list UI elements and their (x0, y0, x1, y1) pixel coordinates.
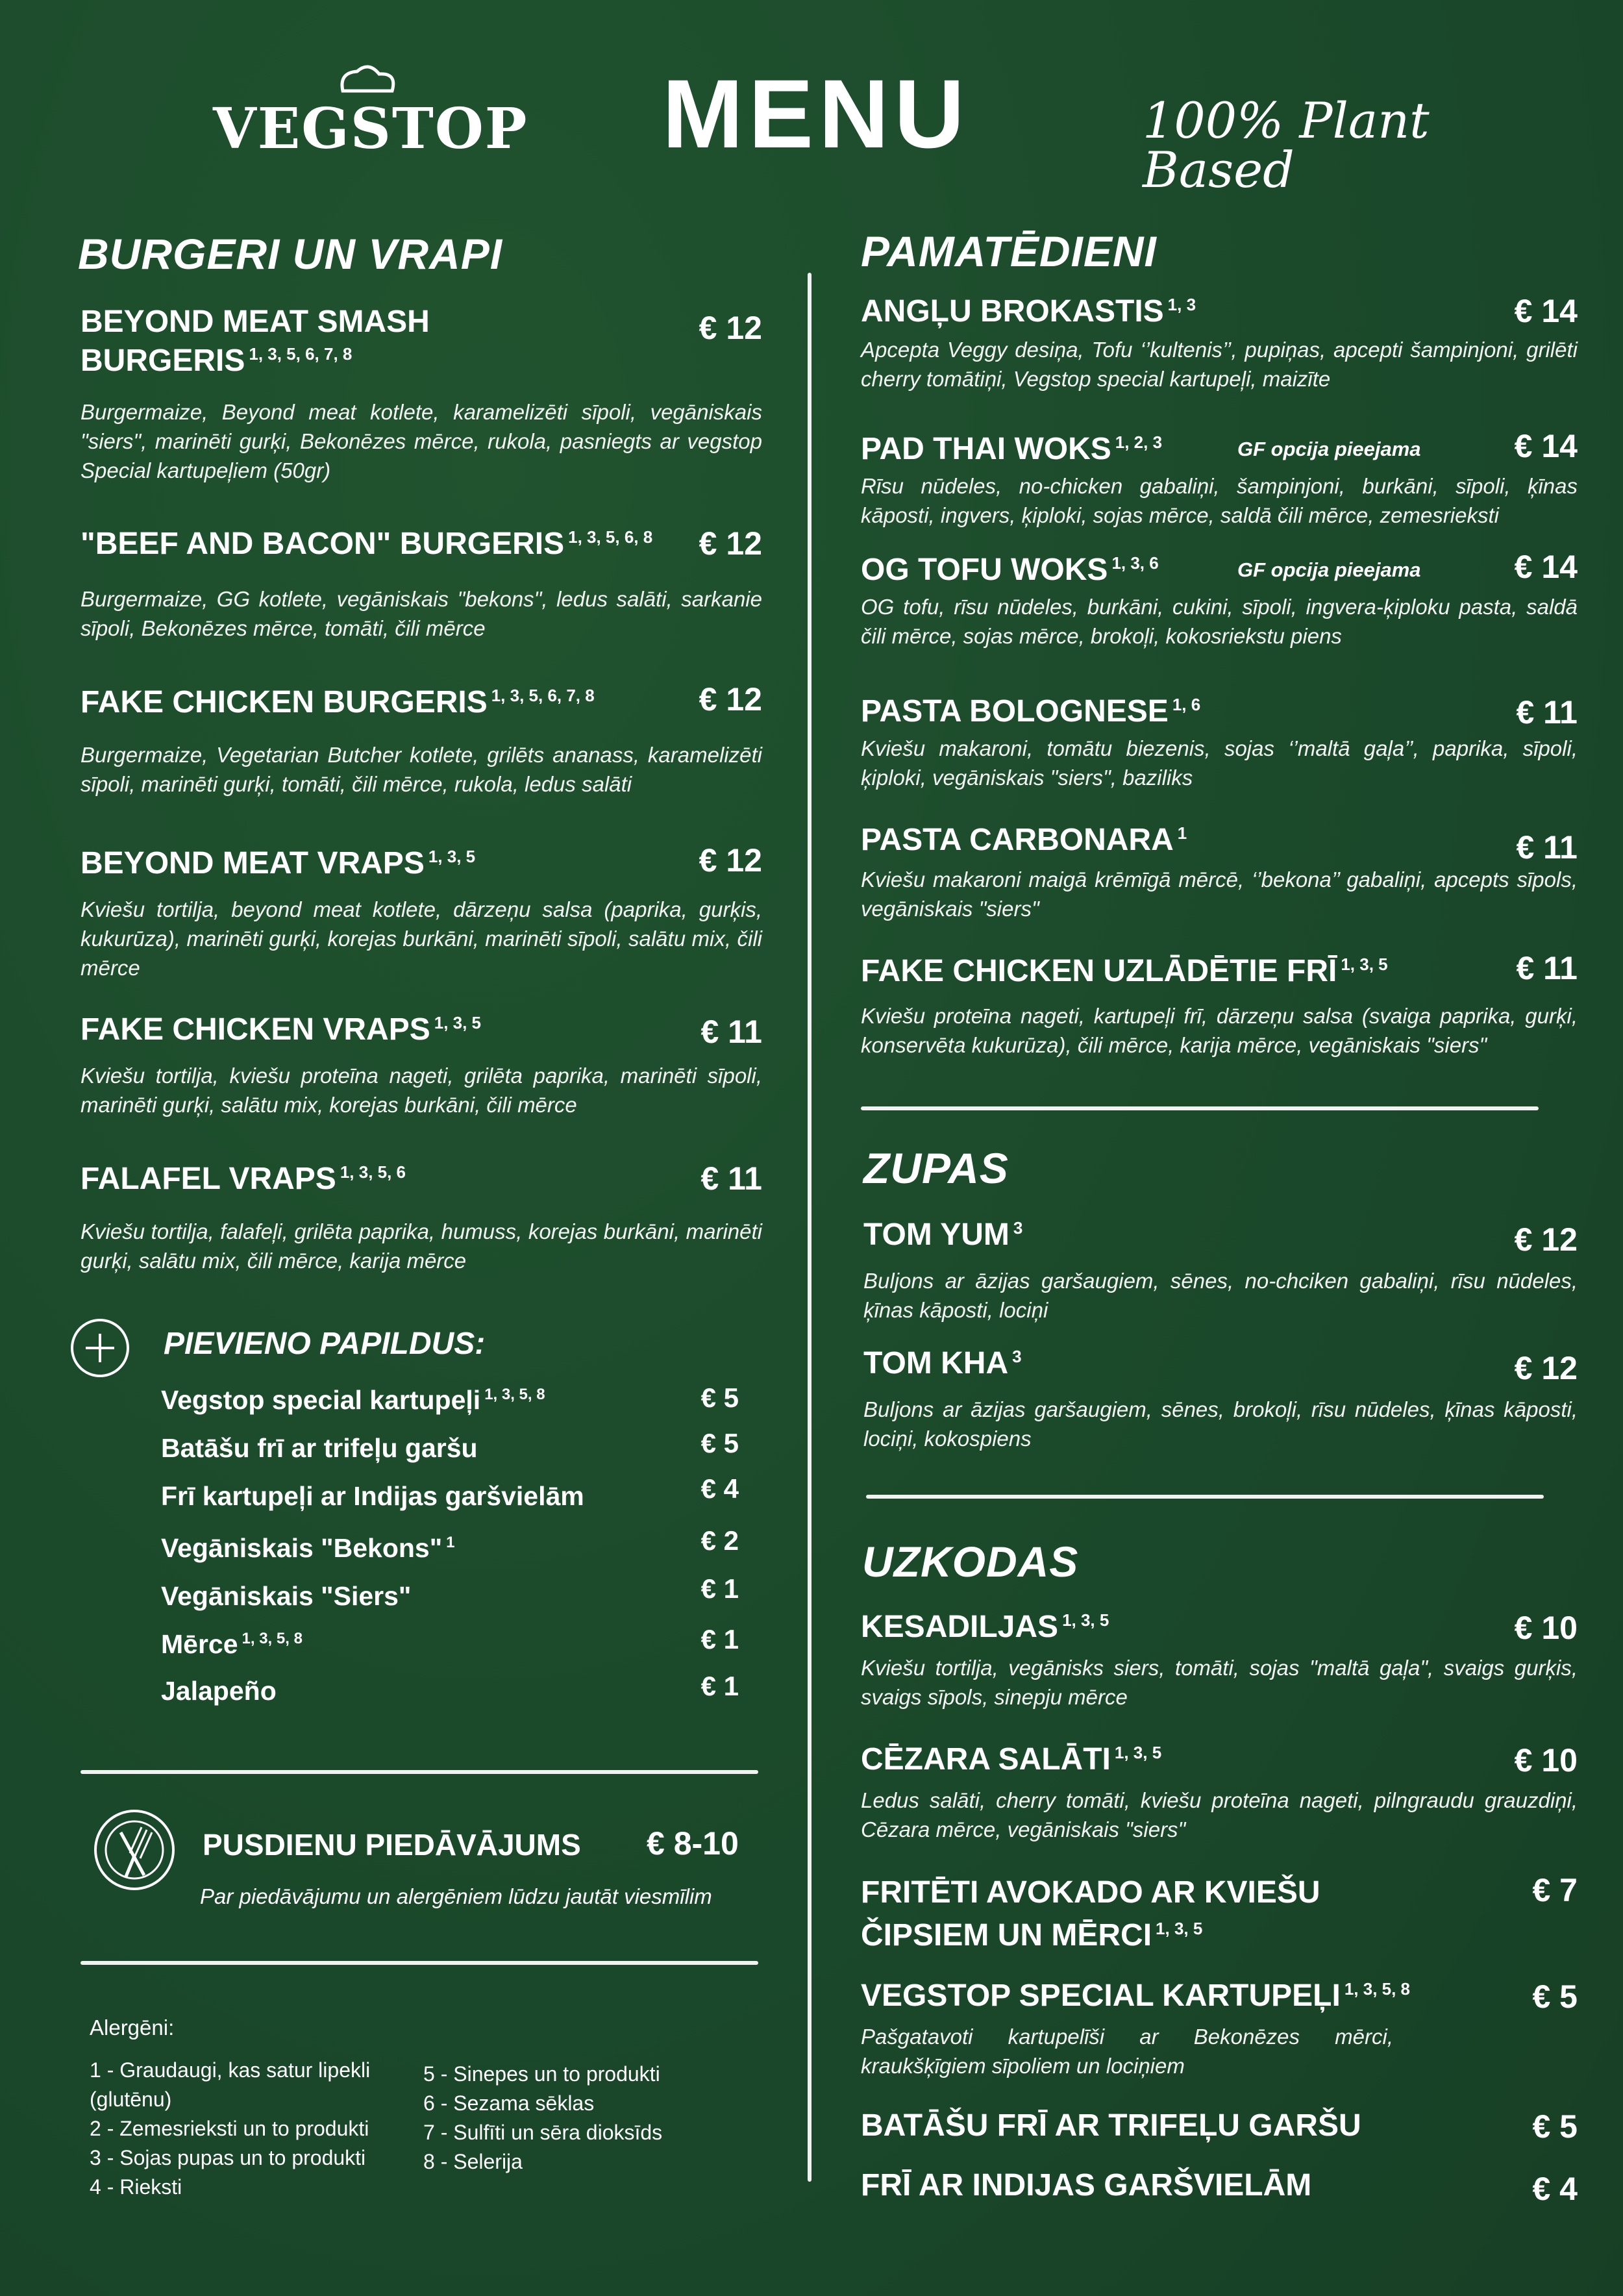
addon-item (161, 1671, 739, 1717)
item-name: FAKE CHICKEN VRAPS $^{1, 3, 5}$ (81, 1012, 482, 1047)
item-price: € 5 (1532, 2108, 1578, 2145)
menu-item (861, 1740, 1578, 1844)
addons-list (161, 1382, 739, 1717)
menu-item (863, 1344, 1578, 1453)
menu-item (861, 430, 1578, 530)
allergens-title: Alergēni: (90, 2015, 175, 2040)
item-name: KESADILJAS $^{1, 3, 5}$ (861, 1610, 1109, 1644)
addon-name: Jalapeño (161, 1676, 277, 1706)
allergen-entry: 8 - Selerija (423, 2150, 523, 2173)
item-name: VEGSTOP SPECIAL KARTUPEĻI $^{1, 3, 5, 8}$ (861, 1978, 1411, 2013)
item-description: Kviešu tortilja, vegānisks siers, tomāti, sojas "maltā gaļa", svaigs gurķis, svaigs sīpols, sinepju mērce (861, 1656, 1578, 1709)
menu-item (861, 821, 1578, 923)
item-price: € 5 (1532, 1978, 1578, 2015)
allergen-entry: 4 - Rieksti (90, 2175, 182, 2199)
allergens-list-1 (90, 2056, 401, 2202)
section-title-burgers: BURGERI UN VRAPI (78, 230, 503, 278)
item-price: € 12 (699, 842, 762, 879)
item-price: € 11 (700, 1014, 762, 1050)
menu-item (861, 1977, 1578, 2080)
addons-title: PIEVIENO PAPILDUS: (164, 1327, 486, 1361)
menu-item (81, 683, 762, 799)
menu-item (861, 292, 1578, 393)
item-name: "BEEF AND BACON" BURGERIS $^{1, 3, 5, 6, 8}$ (81, 527, 653, 561)
allergen-entry: 1 - Graudaugi, kas satur lipekli (glutēnu) (90, 2058, 377, 2111)
addon-item (161, 1624, 739, 1678)
item-price: € 11 (1516, 950, 1578, 986)
item-name: TOM KHA $^3$ (863, 1346, 1022, 1380)
item-description: Kviešu makaroni, tomātu biezenis, sojas ‘’maltā gaļa’’, paprika, sīpoli, ķiploki, vegāniskais "siers", baziliks (861, 736, 1578, 790)
addon-price: € 4 (700, 1473, 739, 1504)
menu-item (861, 952, 1578, 1060)
item-description: Rīsu nūdeles, no-chicken gabaliņi, šampinjoni, burkāni, sīpoli, ķīnas kāposti, ingvers, ķiploki, sojas mērce, saldā čili mērce, zemesrieksti (861, 474, 1578, 527)
section-title-mains: PAMATĒDIENI (861, 227, 1157, 275)
item-price: € 14 (1514, 428, 1578, 464)
item-description: Burgermaize, GG kotlete, vegāniskais "bekons", ledus salāti, sarkanie sīpoli, Bekonēzes mērce, tomāti, čili mērce (81, 587, 762, 640)
plate-cutlery-icon (92, 1808, 177, 1892)
menu-item (863, 1216, 1578, 1325)
menu-item (81, 525, 762, 643)
item-description: Kviešu tortilja, kviešu proteīna nageti, grilēta paprika, marinēti sīpoli, marinēti gurķi, salātu mix, korejas burkāni, čili mērce (81, 1064, 762, 1117)
item-price: € 10 (1514, 1742, 1578, 1778)
item-description: Kviešu proteīna nageti, kartupeļi frī, dārzeņu salsa (svaiga paprika, gurķi, konservēta kukurūza), čili mērce, karija mērce, vegāniskais "siers" (861, 1004, 1578, 1057)
item-name: FRĪ AR INDIJAS GARŠVIELĀM (861, 2168, 1312, 2202)
item-description: Apcepta Veggy desiņa, Tofu ‘’kultenis’’, pupiņas, apcepti šampinjoni, grilēti cherry tomātiņi, Vegstop special kartupeļi, maizīte (861, 338, 1578, 391)
item-name: TOM YUM $^3$ (863, 1217, 1023, 1252)
item-description: Buljons ar āzijas garšaugiem, sēnes, no-chciken gabaliņi, rīsu nūdeles, ķīnas kāposti, lociņi (863, 1269, 1578, 1322)
item-price: € 14 (1514, 549, 1578, 585)
item-price: € 11 (1516, 694, 1578, 730)
item-name: FALAFEL VRAPS $^{1, 3, 5, 6}$ (81, 1162, 406, 1196)
menu-item (81, 1160, 762, 1275)
allergens-list-2 (423, 2060, 761, 2177)
item-price: € 12 (699, 525, 762, 562)
item-price: € 11 (700, 1160, 762, 1197)
addon-name: Batāšu frī ar trifeļu garšu (161, 1433, 478, 1463)
item-price: € 12 (1514, 1350, 1578, 1386)
menu-item (861, 1608, 1578, 1712)
item-name: PAD THAI WOKS $^{1, 2, 3}$ (861, 432, 1163, 466)
menu-item (861, 2166, 1578, 2205)
item-description: Kviešu tortilja, beyond meat kotlete, dārzeņu salsa (paprika, gurķis, kukurūza), marinēti gurķi, korejas burkāni, marinēti sīpoli, salātu mix, čili mērce (81, 897, 762, 980)
item-price: € 12 (699, 310, 762, 346)
addon-price: € 5 (700, 1428, 739, 1458)
item-name: FAKE CHICKEN BURGERIS $^{1, 3, 5, 6, 7, 8}$ (81, 685, 595, 719)
addon-price: € 5 (700, 1382, 739, 1413)
item-name: PASTA BOLOGNESE $^{1, 6}$ (861, 694, 1201, 729)
menu-item (81, 1010, 762, 1119)
logo-text: VEGSTOP (213, 96, 528, 162)
lunch-offer-title: PUSDIENU PIEDĀVĀJUMS (203, 1828, 581, 1862)
menu-item (861, 692, 1578, 792)
allergen-entry: 5 - Sinepes un to produkti (423, 2062, 660, 2086)
item-description: Pašgatavoti kartupelīši ar Bekonēzes mērci, kraukšķīgiem sīpoliem un lociņiem (861, 2025, 1393, 2078)
column-divider (808, 273, 812, 2182)
allergen-entry: 2 - Zemesrieksti un to produkti (90, 2117, 369, 2140)
lunch-offer-note: Par piedāvājumu un alergēniem lūdzu jautāt viesmīlim (200, 1884, 712, 1908)
addon-price: € 2 (700, 1525, 739, 1556)
addon-price: € 1 (700, 1671, 739, 1701)
menu-item (81, 844, 762, 982)
item-name: BEYOND MEAT SMASH BURGERIS $^{1, 3, 5, 6, 7, 8}$ (81, 305, 430, 378)
divider (861, 1106, 1539, 1110)
addon-price: € 1 (700, 1624, 739, 1654)
item-description: Burgermaize, Vegetarian Butcher kotlete, grilēts ananass, karamelizēti sīpoli, marinēti gurķi, tomāti, čili mērce, rukola, ledus salāti (81, 743, 762, 796)
item-description: Burgermaize, Beyond meat kotlete, karamelizēti sīpoli, vegāniskais "siers", marinēti gurķi, Bekonēzes mērce, rukola, pasniegts ar vegstop Special kartupeļiem (50gr) (81, 400, 762, 482)
item-price: € 11 (1516, 829, 1578, 866)
addon-item (161, 1382, 739, 1435)
item-description: Buljons ar āzijas garšaugiem, sēnes, brokoļi, rīsu nūdeles, ķīnas kāposti, lociņi, kokospiens (863, 1397, 1578, 1451)
gf-option-note: GF opcija pieejama (1237, 438, 1421, 460)
item-price: € 4 (1532, 2171, 1578, 2207)
item-price: € 12 (1514, 1221, 1578, 1258)
item-name: CĒZARA SALĀTI $^{1, 3, 5}$ (861, 1742, 1162, 1777)
item-name: FAKE CHICKEN UZLĀDĒTIE FRĪ $^{1, 3, 5}$ (861, 954, 1388, 988)
item-description: Ledus salāti, cherry tomāti, kviešu proteīna nageti, pilngraudu grauzdiņi, Cēzara mērce, vegāniskais "siers" (861, 1788, 1578, 1841)
addon-name: Vegāniskais "Siers" (161, 1581, 412, 1611)
item-description: Kviešu makaroni maigā krēmīgā mērcē, ‘’bekona’’ gabaliņi, apcepts sīpols, vegāniskais "siers" (861, 867, 1578, 921)
menu-item (861, 551, 1578, 651)
plus-icon (69, 1317, 131, 1379)
section-title-soups: ZUPAS (863, 1144, 1009, 1192)
item-description: OG tofu, rīsu nūdeles, burkāni, cukini, sīpoli, ingvera-ķiploku pasta, saldā čili mērce, sojas mērce, brokoļi, kokosriekstu piens (861, 595, 1578, 648)
divider (866, 1495, 1544, 1499)
lunch-offer-price: € 8-10 (647, 1825, 739, 1862)
item-price: € 14 (1514, 293, 1578, 329)
divider (81, 1961, 758, 1965)
addon-name: Frī kartupeļi ar Indijas garšvielām (161, 1481, 584, 1511)
tagline: 100% Plant Based (1143, 92, 1430, 199)
menu-item (861, 1871, 1578, 1957)
addon-price: € 1 (700, 1573, 739, 1604)
item-name: ANGĻU BROKASTIS $^{1, 3}$ (861, 294, 1196, 329)
item-name: OG TOFU WOKS $^{1, 3, 6}$ (861, 553, 1159, 587)
allergen-entry: 7 - Sulfīti un sēra dioksīds (423, 2121, 663, 2144)
item-name: FRITĒTI AVOKADO AR KVIEŠU ČIPSIEM UN MĒRCI $^{1, 3, 5}$ (861, 1875, 1320, 1953)
addon-item (161, 1573, 739, 1631)
divider (81, 1770, 758, 1774)
menu-item (861, 2106, 1578, 2145)
page-title: MENU (662, 59, 970, 168)
gf-option-note: GF opcija pieejama (1237, 558, 1421, 581)
item-price: € 12 (699, 681, 762, 718)
section-title-snacks: UZKODAS (862, 1538, 1079, 1586)
addon-name: Vegāniskais "Bekons" $^1$ (161, 1533, 455, 1563)
addon-name: Mērce $^{1, 3, 5, 8}$ (161, 1629, 303, 1659)
item-name: PASTA CARBONARA $^1$ (861, 823, 1187, 857)
item-price: € 10 (1514, 1610, 1578, 1646)
item-name: BATĀŠU FRĪ AR TRIFEĻU GARŠU (861, 2108, 1361, 2143)
addon-name: Vegstop special kartupeļi $^{1, 3, 5, 8}$ (161, 1385, 545, 1415)
allergen-entry: 6 - Sezama sēklas (423, 2091, 595, 2115)
vegstop-logo (206, 65, 528, 162)
menu-item (81, 303, 762, 485)
item-price: € 7 (1532, 1872, 1578, 1908)
item-description: Kviešu tortilja, falafeļi, grilēta paprika, humuss, korejas burkāni, marinēti gurķi, salātu mix, čili mērce, karija mērce (81, 1219, 762, 1273)
allergen-entry: 3 - Sojas pupas un to produkti (90, 2146, 366, 2169)
item-name: BEYOND MEAT VRAPS $^{1, 3, 5}$ (81, 846, 476, 880)
